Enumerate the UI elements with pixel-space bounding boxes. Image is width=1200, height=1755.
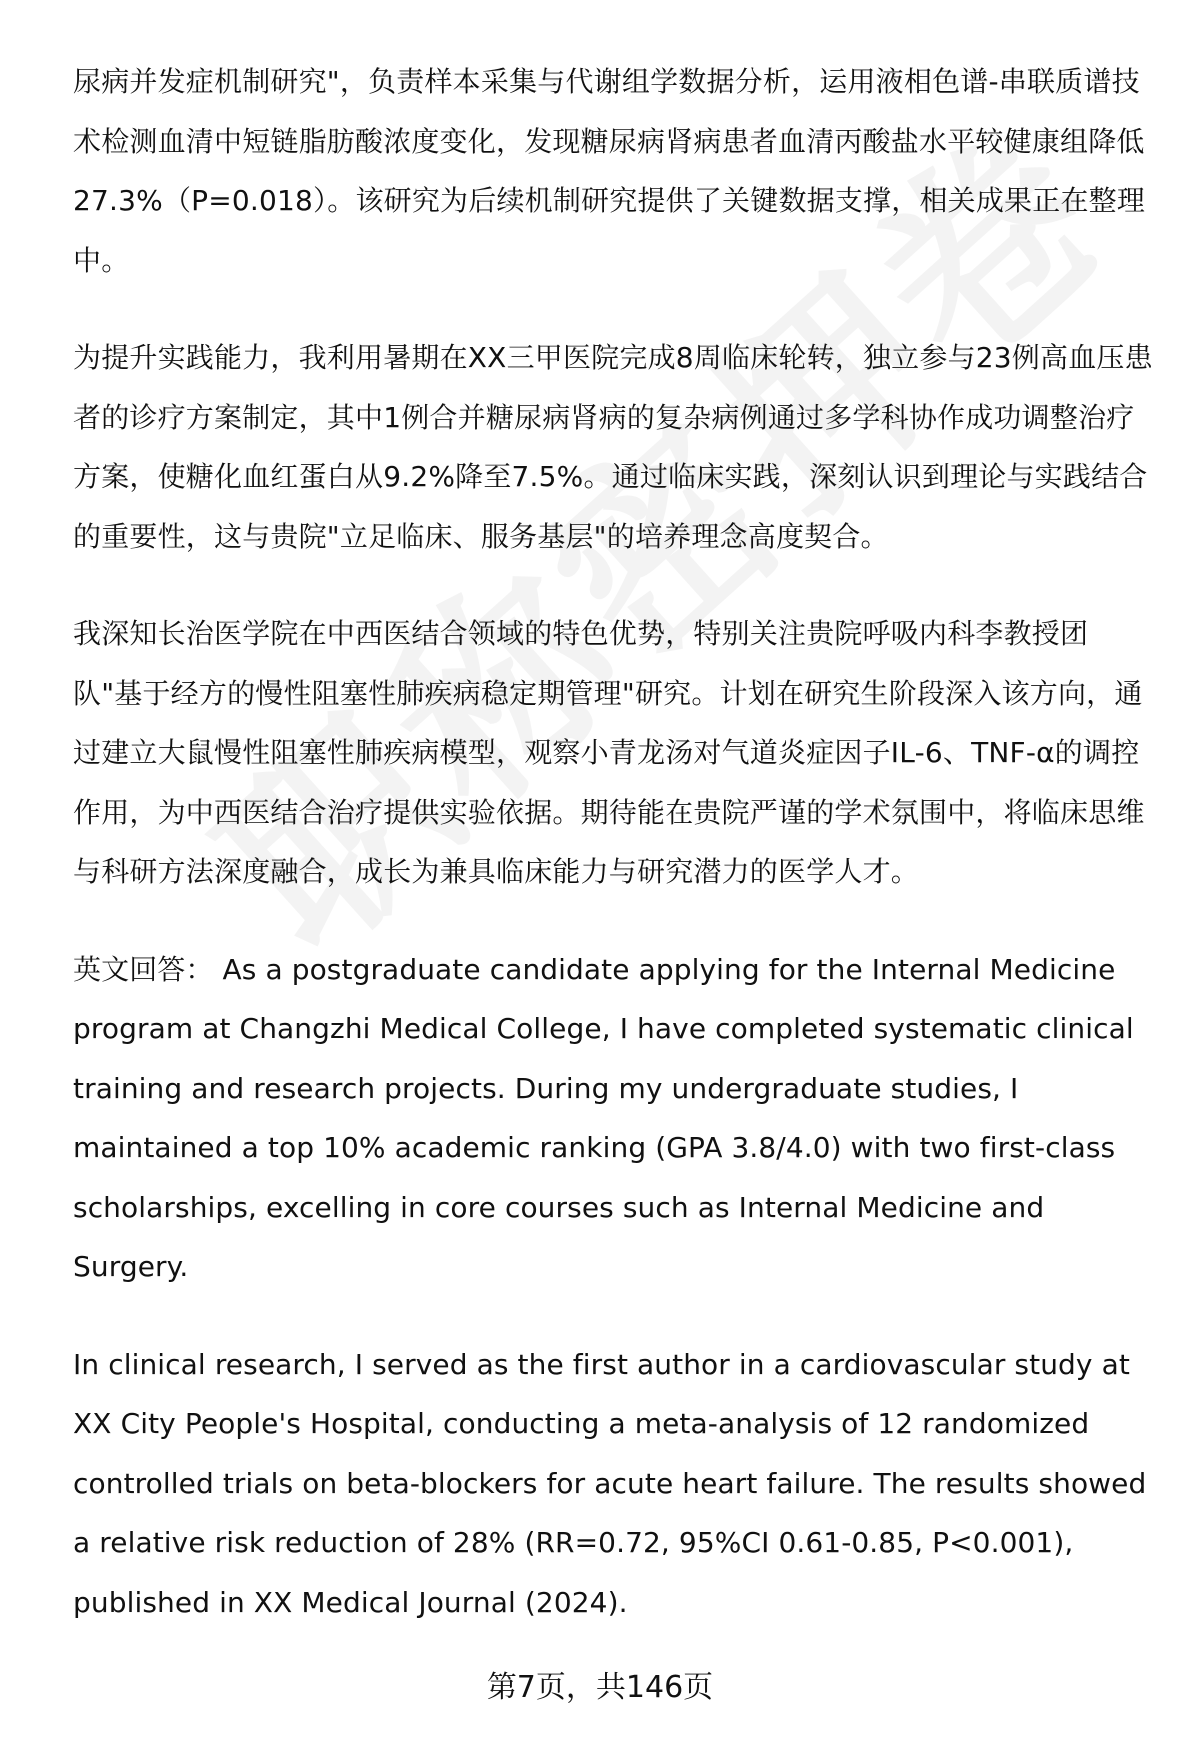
document-body (73, 52, 1153, 1670)
paragraph-research-metabolomics: 尿病并发症机制研究"，负责样本采集与代谢组学数据分析，运用液相色谱-串联质谱技术检测血清中短链脂肪酸浓度变化，发现糖尿病肾病患者血清丙酸盐水平较健康组降低27.3%（P=0.018）。该研究为后续机制研究提供了关键数据支撑，相关成果正在整理中。 (73, 65, 1146, 277)
page-number: 第7页，共146页 (486, 1670, 714, 1705)
paragraph-english-clinical-research: In clinical research, I served as the first author in a cardiovascular study at XX City People's Hospital, conducting a meta-analysis of 12 randomized controlled trials on beta-blockers for acute heart failure. The results showed a relative risk reduction of 28% (RR=0.72, 95%CI 0.61-0.85, P<0.001), published in XX Medical Journal (2024). (73, 1347, 1147, 1619)
paragraph-research-plan: 我深知长治医学院在中西医结合领域的特色优势，特别关注贵院呼吸内科李教授团队"基于经方的慢性阻塞性肺疾病稳定期管理"研究。计划在研究生阶段深入该方向，通过建立大鼠慢性阻塞性肺疾病模型，观察小青龙汤对气道炎症因子IL-6、TNF-α的调控作用，为中西医结合治疗提供实验依据。期待能在贵院严谨的学术氛围中，将临床思维与科研方法深度融合，成长为兼具临床能力与研究潜力的医学人才。 (73, 617, 1145, 888)
paragraph-clinical-rotation: 为提升实践能力，我利用暑期在XX三甲医院完成8周临床轮转，独立参与23例高血压患者的诊疗方案制定，其中1例合并糖尿病肾病的复杂病例通过多学科协作成功调整治疗方案，使糖化血红蛋白从9.2%降至7.5%。通过临床实践，深刻认识到理论与实践结合的重要性，这与贵院"立足临床、服务基层"的培养理念高度契合。 (73, 341, 1153, 553)
paragraph-english-answer: 英文回答： As a postgraduate candidate applying for the Internal Medicine program at Changzhi Medical College, I have completed systematic clinical training and research projects. During my undergraduate studies, I maintained a top 10% academic ranking (GPA 3.8/4.0) with two first-class scholarships, excelling in core courses such as Internal Medicine and Surgery. (73, 952, 1134, 1283)
